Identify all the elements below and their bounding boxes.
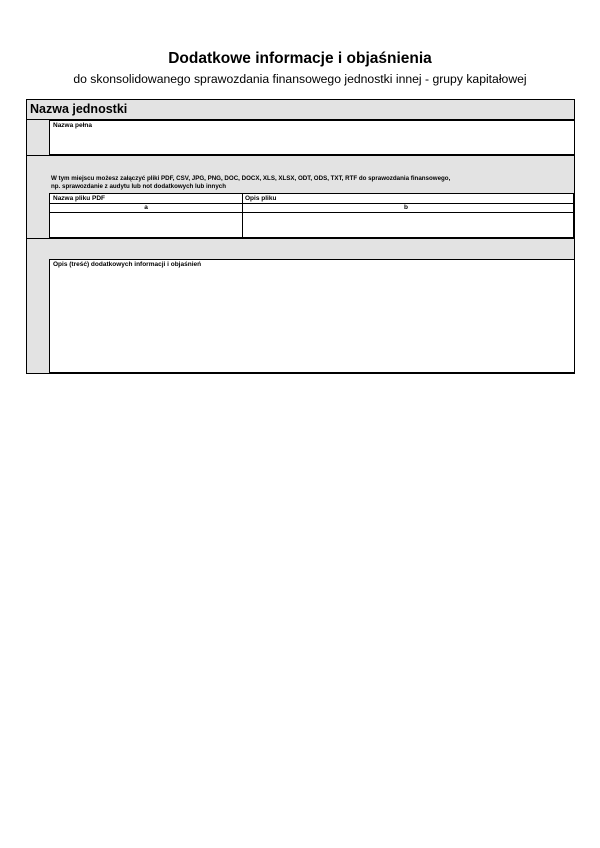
description-label: Opis (treść) dodatkowych informacji i objaśnień xyxy=(53,261,202,268)
col-header-file-name: Nazwa pliku PDF xyxy=(53,195,106,202)
attachments-table xyxy=(49,193,574,238)
section-divider-1 xyxy=(27,155,574,156)
page-subtitle: do skonsolidowanego sprawozdania finansowego jednostki innej - grupy kapitałowej xyxy=(73,72,527,86)
file-name-cell[interactable] xyxy=(50,213,242,237)
col-letter-a: a xyxy=(144,204,148,211)
entity-form-section xyxy=(26,99,575,374)
attachments-instruction xyxy=(51,175,551,192)
full-name-label: Nazwa pełna xyxy=(53,122,93,129)
section-divider-2 xyxy=(27,238,574,239)
instruction-line-1: W tym miejscu możesz załączyć pliki PDF, CSV, JPG, PNG, DOC, DOCX, XLS, XLSX, ODT, ODS, TXT, RTF do sprawozdania finansowego, xyxy=(51,175,451,182)
section-heading: Nazwa jednostki xyxy=(30,102,128,116)
file-name-value xyxy=(50,221,53,228)
page-title: Dodatkowe informacje i objaśnienia xyxy=(168,50,432,67)
file-description-value xyxy=(243,221,246,228)
full-name-field[interactable] xyxy=(49,120,575,155)
col-header-file-description: Opis pliku xyxy=(245,195,277,202)
col-letter-b: b xyxy=(404,204,408,211)
instruction-line-2: np. sprawozdanie z audytu lub not dodatkowych lub innych xyxy=(51,183,226,191)
header-row-line xyxy=(50,203,573,204)
file-description-cell[interactable] xyxy=(243,213,573,237)
description-field[interactable] xyxy=(49,259,575,373)
section-header xyxy=(27,100,574,120)
